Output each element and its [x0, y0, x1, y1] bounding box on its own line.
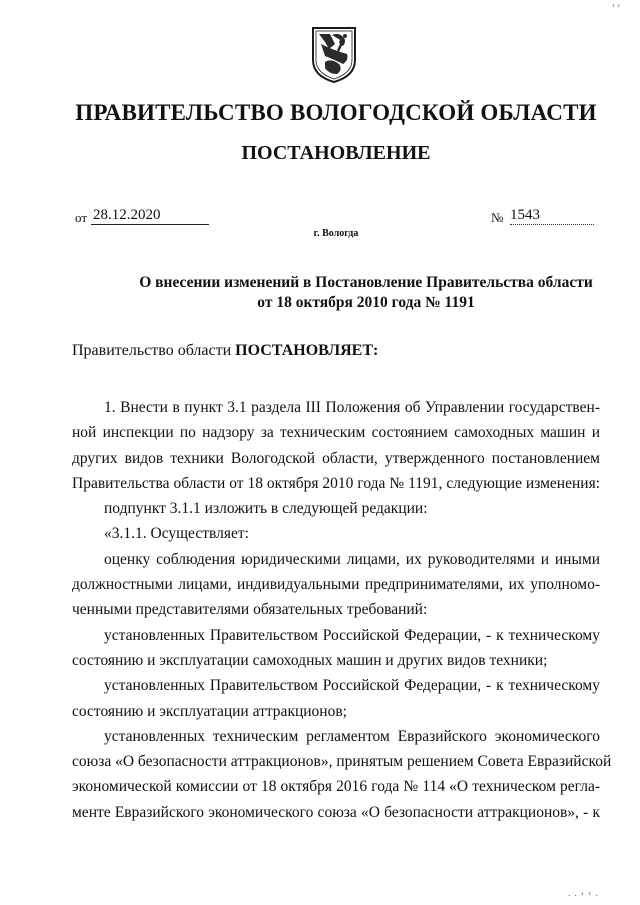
body-line: менте Евразийского экономического союза «О безопасности аттракционов», - к [72, 803, 600, 821]
resolve-clause [72, 342, 378, 360]
body-line: 1. Внести в пункт 3.1 раздела III Положения об Управлении государствен- [104, 399, 600, 416]
document-heading [60, 273, 640, 313]
body-line: подпункт 3.1.1 изложить в следующей редакции: [104, 500, 428, 518]
coat-of-arms-icon [299, 24, 369, 84]
heading-line-2: от 18 октября 2010 года № 1191 [257, 294, 475, 311]
heading-line-1: О внесении изменений в Постановление Правительства области [139, 274, 593, 291]
body-line: состоянию и эксплуатации аттракционов; [72, 702, 347, 720]
number-label: № [491, 210, 504, 225]
body-line: Правительства области от 18 октября 2010 года № 1191, следующие изменения: [72, 474, 600, 492]
document-body [72, 395, 612, 825]
document-kind: ПОСТАНОВЛЕНИЕ [241, 142, 431, 164]
government-title: ПРАВИТЕЛЬСТВО ВОЛОГОДСКОЙ ОБЛАСТИ [75, 100, 597, 125]
body-line: экономической комиссии от 18 октября 2016 года № 114 «О техническом регла- [72, 778, 600, 796]
body-line: состоянию и эксплуатации самоходных машин и других видов техники; [72, 651, 548, 669]
body-line: установленных Правительством Российской Федерации, - к техническому [104, 677, 600, 695]
issue-city: г. Вологда [313, 228, 359, 239]
body-line: других видов техники Вологодской области, утвержденного постановлением [72, 449, 600, 467]
document-date: 28.12.2020 [91, 207, 209, 225]
document-number: 1543 [510, 207, 594, 225]
body-line: «3.1.1. Осуществляет: [104, 525, 249, 543]
resolve-keyword: ПОСТАНОВЛЯЕТ: [235, 342, 379, 359]
body-line: ной инспекции по надзору за техническим состоянием самоходных машин и [72, 424, 600, 442]
body-line: установленных техническим регламентом Евразийского экономического [104, 727, 600, 745]
body-line: оценку соблюдения юридическими лицами, их руководителями и иными [104, 550, 600, 568]
corner-mark: ‹ ‹ [612, 0, 621, 10]
footer-marks: . . ‹ ‹ . [568, 888, 599, 898]
body-line: союза «О безопасности аттракционов», принятым решением Совета Евразийской [72, 753, 612, 771]
body-line: ченными представителями обязательных требований: [72, 601, 428, 619]
body-line: установленных Правительством Российской Федерации, - к техническому [104, 626, 600, 644]
resolve-prefix: Правительство области [72, 342, 236, 359]
body-line: должностными лицами, индивидуальными предпринимателями, их уполномо- [72, 576, 600, 594]
date-label: от [75, 210, 88, 225]
